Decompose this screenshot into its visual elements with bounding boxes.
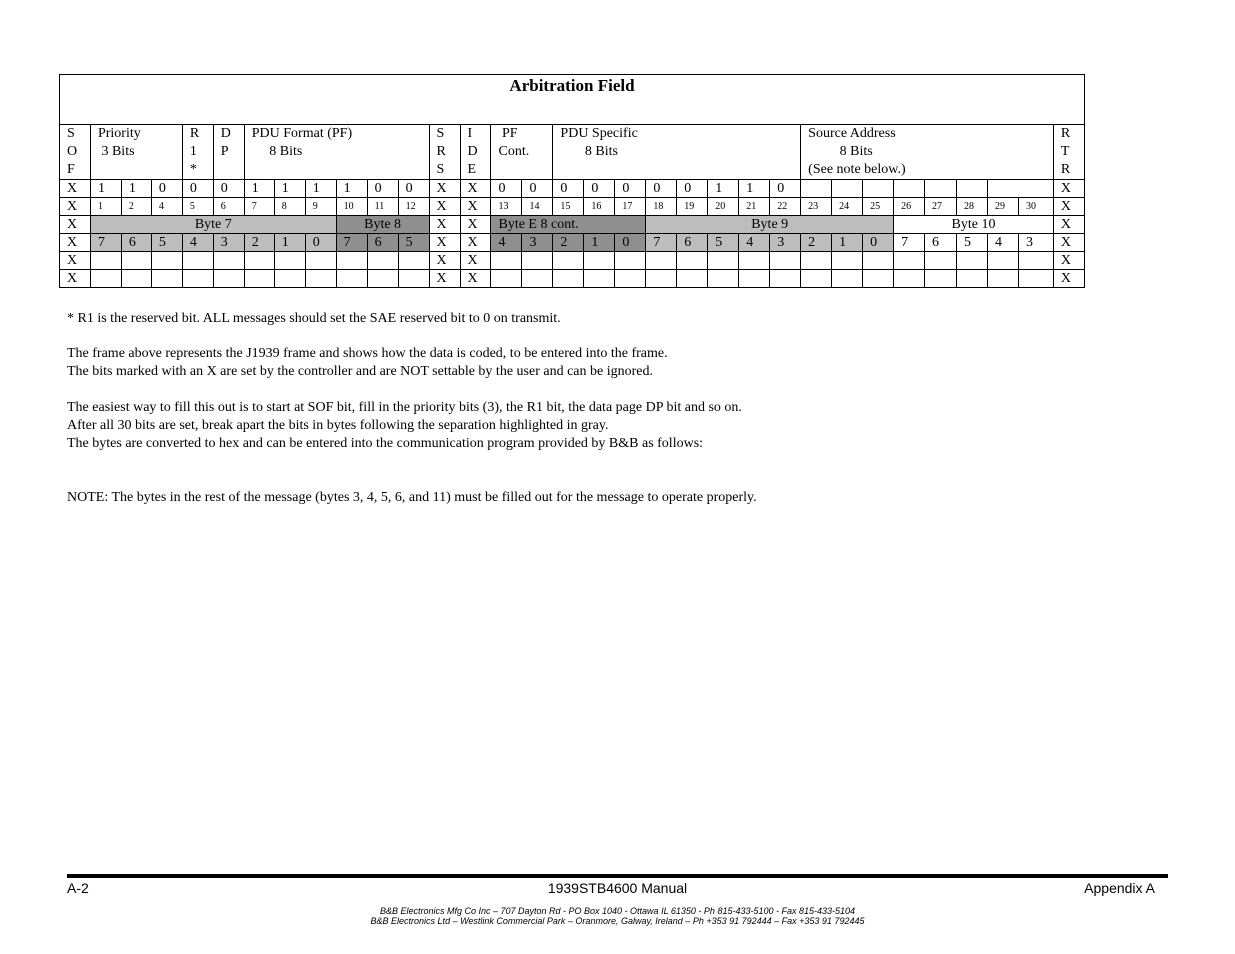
empty-cell: [770, 270, 801, 288]
bit-value-cell: 0: [367, 180, 398, 198]
bit-number-cell: 26: [894, 198, 925, 216]
bit-number-cell: X: [460, 198, 491, 216]
empty-cell: [801, 252, 832, 270]
bit-number-cell: 19: [677, 198, 708, 216]
bit-value-cell: 1: [121, 180, 151, 198]
header-priority: Priority 3 Bits: [90, 125, 182, 180]
empty-cell: [491, 252, 522, 270]
empty-cell: [615, 270, 646, 288]
bit-number-cell: 25: [863, 198, 894, 216]
byte-e8-cell: Byte E 8 cont.: [491, 216, 646, 234]
footer-manual-title: 1939STB4600 Manual: [547, 880, 688, 896]
empty-cell: [677, 270, 708, 288]
footer-page-number: A-2: [67, 880, 89, 896]
empty-cell: [367, 252, 398, 270]
header-pdu-format: PDU Format (PF) 8 Bits: [244, 125, 429, 180]
header-pdu-specific: PDU Specific 8 Bits: [553, 125, 801, 180]
empty-cell: [90, 270, 121, 288]
bit-position-cell: 6: [925, 234, 957, 252]
empty-cell: [274, 252, 305, 270]
bit-value-cell: [832, 180, 863, 198]
bit-value-cell: 1: [708, 180, 739, 198]
empty-cell: [522, 270, 553, 288]
empty-row: [60, 270, 1085, 288]
bit-value-cell: 0: [491, 180, 522, 198]
marker-cell: X: [460, 270, 491, 288]
bit-number-cell: 13: [491, 198, 522, 216]
bit-position-cell: 4: [491, 234, 522, 252]
bit-value-cell: [801, 180, 832, 198]
empty-cell: [925, 270, 957, 288]
bit-number-cell: 4: [151, 198, 182, 216]
bit-position-cell: 6: [677, 234, 708, 252]
bit-number-cell: 23: [801, 198, 832, 216]
bit-number-cell: 22: [770, 198, 801, 216]
note-final: NOTE: The bytes in the rest of the message (bytes 3, 4, 5, 6, and 11) must be filled out for the message to operate properly.: [67, 490, 757, 505]
byte-10-cell: Byte 10: [894, 216, 1054, 234]
bit-number-cell: 6: [213, 198, 244, 216]
bit-number-cell: 2: [121, 198, 151, 216]
bit-number-cell: 8: [274, 198, 305, 216]
header-sof: S O F: [60, 125, 91, 180]
bit-value-cell: 0: [182, 180, 213, 198]
bit-position-cell: 5: [151, 234, 182, 252]
bit-value-cell: 0: [522, 180, 553, 198]
empty-cell: [863, 252, 894, 270]
footer-address-ireland: B&B Electronics Ltd – Westlink Commercial Park – Oranmore, Galway, Ireland – Ph +353 91 792444 – Fax +353 91 792445: [370, 916, 865, 926]
empty-cell: [553, 270, 584, 288]
bit-number-cell: 18: [646, 198, 677, 216]
bit-position-cell: X: [429, 234, 460, 252]
arbitration-field-table: [59, 74, 1085, 291]
frame-grid: [59, 74, 1085, 288]
note-easy-line-3: The bytes are converted to hex and can be entered into the communication program provided by B&B as follows:: [67, 436, 704, 451]
bit-value-cell: 0: [213, 180, 244, 198]
bit-value-cell: [957, 180, 988, 198]
header-r1: R 1 *: [182, 125, 213, 180]
note-easy-line-1: The easiest way to fill this out is to start at SOF bit, fill in the priority bits (3), the R1 bit, the data page DP bit and so on.: [67, 400, 742, 415]
bit-position-cell: 1: [584, 234, 615, 252]
empty-cell: [182, 270, 213, 288]
bit-position-cell: 2: [244, 234, 274, 252]
empty-cell: [182, 252, 213, 270]
footer-rule: [67, 874, 1168, 878]
empty-cell: [90, 252, 121, 270]
empty-cell: [522, 252, 553, 270]
bit-value-cell: X: [429, 180, 460, 198]
bit-value-cell: X: [60, 180, 91, 198]
bit-position-cell: X: [460, 234, 491, 252]
byte-7-cell: Byte 7: [90, 216, 336, 234]
marker-cell: X: [1053, 252, 1084, 270]
empty-cell: [832, 270, 863, 288]
bit-position-cell: 3: [522, 234, 553, 252]
empty-cell: [151, 270, 182, 288]
empty-cell: [121, 252, 151, 270]
header-ide: I D E: [460, 125, 491, 180]
empty-cell: [646, 270, 677, 288]
bit-number-cell: 7: [244, 198, 274, 216]
bit-number-cell: 20: [708, 198, 739, 216]
marker-cell: X: [460, 252, 491, 270]
empty-cell: [491, 270, 522, 288]
bit-value-cell: 1: [90, 180, 121, 198]
empty-cell: [708, 270, 739, 288]
bit-number-cell: 1: [90, 198, 121, 216]
bit-position-cell: 4: [182, 234, 213, 252]
empty-cell: [367, 270, 398, 288]
marker-cell: X: [429, 252, 460, 270]
byte-8-cell: Byte 8: [336, 216, 429, 234]
bit-number-cell: 28: [957, 198, 988, 216]
empty-cell: [213, 252, 244, 270]
bit-value-cell: [894, 180, 925, 198]
bit-number-cell: X: [429, 198, 460, 216]
byte-x-start: X: [60, 216, 91, 234]
header-pf-cont: PF Cont.: [491, 125, 553, 180]
header-rtr: R T R: [1053, 125, 1084, 180]
bit-position-cell: X: [60, 234, 91, 252]
bit-value-cell: 0: [151, 180, 182, 198]
bit-value-cell: 1: [336, 180, 367, 198]
bit-position-cell: 0: [615, 234, 646, 252]
header-srs: S R S: [429, 125, 460, 180]
empty-cell: [305, 252, 336, 270]
marker-cell: X: [60, 270, 91, 288]
byte-row: [60, 216, 1085, 234]
empty-cell: [739, 270, 770, 288]
empty-cell: [925, 252, 957, 270]
table-title: Arbitration Field: [509, 76, 635, 95]
bit-number-cell: X: [60, 198, 91, 216]
empty-cell: [957, 270, 988, 288]
bit-number-cell: 11: [367, 198, 398, 216]
bit-value-cell: 1: [244, 180, 274, 198]
bit-value-cell: [925, 180, 957, 198]
empty-cell: [646, 252, 677, 270]
empty-cell: [894, 270, 925, 288]
empty-cell: [244, 270, 274, 288]
bit-position-cell: X: [1053, 234, 1084, 252]
empty-cell: [739, 252, 770, 270]
bit-number-cell: 12: [398, 198, 429, 216]
bit-position-cell: 3: [770, 234, 801, 252]
bit-number-cell: 15: [553, 198, 584, 216]
bit-value-cell: 1: [274, 180, 305, 198]
marker-cell: X: [60, 252, 91, 270]
bit-number-cell: 17: [615, 198, 646, 216]
bit-position-cell: 0: [305, 234, 336, 252]
note-frame-line-1: The frame above represents the J1939 frame and shows how the data is coded, to be entered into the frame.: [67, 346, 668, 361]
empty-cell: [1018, 270, 1053, 288]
byte-x-end: X: [1053, 216, 1084, 234]
empty-cell: [863, 270, 894, 288]
bit-position-cell: 6: [367, 234, 398, 252]
bit-position-cell: 2: [553, 234, 584, 252]
bit-value-cell: X: [460, 180, 491, 198]
bit-position-cell: 4: [987, 234, 1018, 252]
empty-cell: [336, 252, 367, 270]
empty-cell: [121, 270, 151, 288]
bit-value-cell: 1: [305, 180, 336, 198]
bit-number-cell: 21: [739, 198, 770, 216]
empty-cell: [213, 270, 244, 288]
bit-position-cell: 3: [1018, 234, 1053, 252]
empty-cell: [151, 252, 182, 270]
bit-position-cell: 1: [274, 234, 305, 252]
bit-value-cell: 0: [584, 180, 615, 198]
bit-position-cell: 5: [957, 234, 988, 252]
bit-position-cell: 6: [121, 234, 151, 252]
bit-number-cell: 14: [522, 198, 553, 216]
bit-value-cell: [987, 180, 1053, 198]
byte-x-ide: X: [460, 216, 491, 234]
bit-position-cell: 5: [708, 234, 739, 252]
byte-x-srs: X: [429, 216, 460, 234]
bit-number-cell: 10: [336, 198, 367, 216]
bit-number-cell: X: [1053, 198, 1084, 216]
empty-cell: [987, 252, 1018, 270]
bit-position-cell: 3: [213, 234, 244, 252]
bit-number-cell: 29: [987, 198, 1018, 216]
note-easy-line-2: After all 30 bits are set, break apart the bits in bytes following the separation highlighted in gray.: [67, 418, 609, 433]
empty-cell: [708, 252, 739, 270]
empty-cell: [274, 270, 305, 288]
bit-position-row: [60, 234, 1085, 252]
bit-value-cell: 0: [677, 180, 708, 198]
marker-cell: X: [1053, 270, 1084, 288]
bit-position-cell: 2: [801, 234, 832, 252]
bit-position-cell: 7: [646, 234, 677, 252]
bit-value-cell: 0: [646, 180, 677, 198]
bit-number-cell: 30: [1018, 198, 1053, 216]
empty-cell: [894, 252, 925, 270]
bit-number-cell: 5: [182, 198, 213, 216]
bit-value-cell: X: [1053, 180, 1084, 198]
header-row: [60, 125, 1085, 180]
empty-cell: [398, 270, 429, 288]
bit-position-cell: 7: [90, 234, 121, 252]
bit-position-cell: 0: [863, 234, 894, 252]
empty-cell: [336, 270, 367, 288]
bit-value-cell: 0: [615, 180, 646, 198]
empty-cell: [987, 270, 1018, 288]
bit-value-cell: 0: [770, 180, 801, 198]
empty-cell: [801, 270, 832, 288]
empty-cell: [957, 252, 988, 270]
bit-value-cell: 0: [398, 180, 429, 198]
empty-cell: [677, 252, 708, 270]
footer-appendix: Appendix A: [1084, 880, 1155, 896]
empty-cell: [615, 252, 646, 270]
bit-value-row: [60, 180, 1085, 198]
empty-cell: [305, 270, 336, 288]
bit-number-cell: 16: [584, 198, 615, 216]
bit-position-cell: 4: [739, 234, 770, 252]
bit-number-cell: 24: [832, 198, 863, 216]
note-frame-line-2: The bits marked with an X are set by the controller and are NOT settable by the user and can be ignored.: [67, 364, 653, 379]
bit-number-cell: 9: [305, 198, 336, 216]
header-dp: D P: [213, 125, 244, 180]
empty-cell: [770, 252, 801, 270]
bit-position-cell: 5: [398, 234, 429, 252]
empty-cell: [553, 252, 584, 270]
empty-cell: [832, 252, 863, 270]
empty-cell: [1018, 252, 1053, 270]
bit-value-cell: 0: [553, 180, 584, 198]
byte-9-cell: Byte 9: [646, 216, 894, 234]
empty-cell: [584, 252, 615, 270]
empty-row: [60, 252, 1085, 270]
bit-number-row: [60, 198, 1085, 216]
bit-value-cell: [863, 180, 894, 198]
note-reserved: * R1 is the reserved bit. ALL messages should set the SAE reserved bit to 0 on transmit.: [67, 311, 561, 326]
bit-position-cell: 7: [336, 234, 367, 252]
bit-value-cell: 1: [739, 180, 770, 198]
marker-cell: X: [429, 270, 460, 288]
footer-address-us: B&B Electronics Mfg Co Inc – 707 Dayton Rd - PO Box 1040 - Ottawa IL 61350 - Ph 815-433-5100 - Fax 815-433-5104: [379, 906, 856, 916]
bit-position-cell: 7: [894, 234, 925, 252]
bit-number-cell: 27: [925, 198, 957, 216]
empty-cell: [398, 252, 429, 270]
bit-position-cell: 1: [832, 234, 863, 252]
header-source-address: Source Address 8 Bits (See note below.): [801, 125, 1054, 180]
empty-cell: [584, 270, 615, 288]
empty-cell: [244, 252, 274, 270]
